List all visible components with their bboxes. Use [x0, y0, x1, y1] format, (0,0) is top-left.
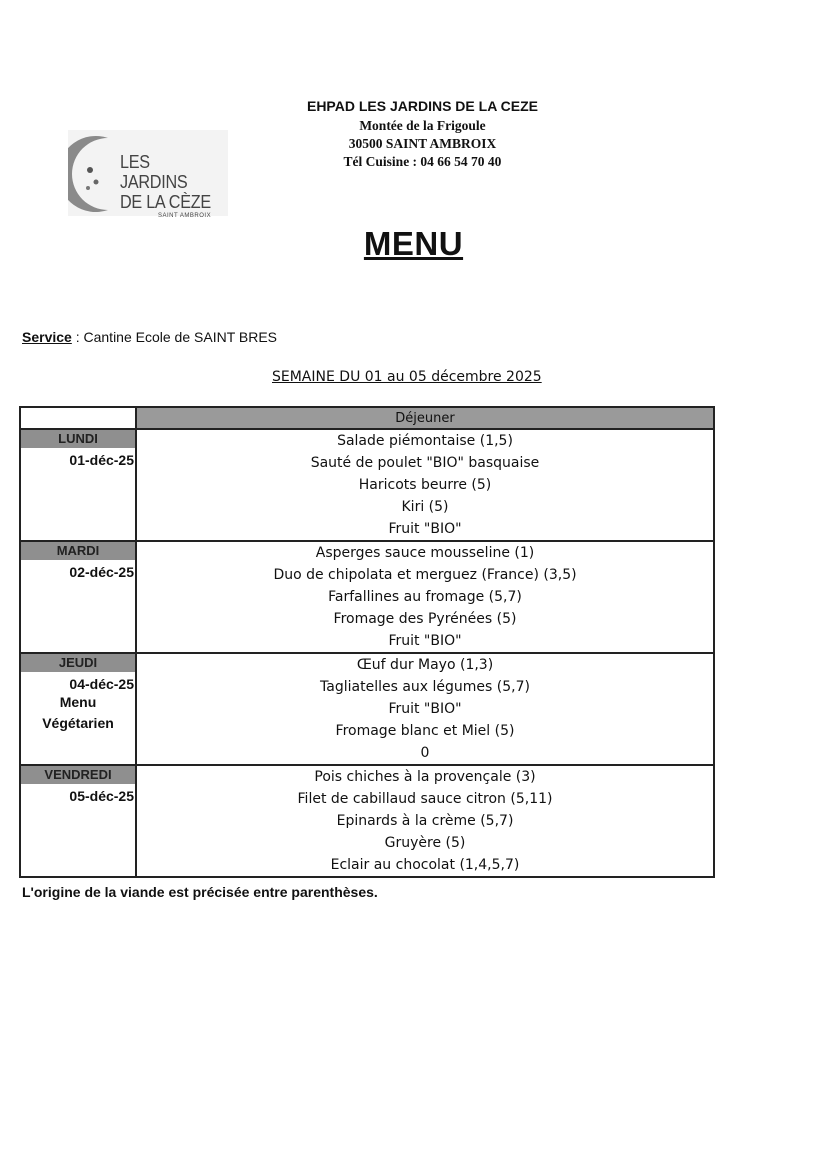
- menu-table: [19, 406, 715, 878]
- header-block: [250, 98, 595, 171]
- menu-body: [20, 429, 714, 877]
- dish-item: Fruit "BIO": [388, 633, 462, 649]
- dish-item: Fruit "BIO": [388, 521, 462, 537]
- header-blank-cell: [20, 407, 136, 429]
- table-row: [20, 653, 714, 765]
- header-dejeuner: Déjeuner: [136, 407, 714, 429]
- day-note: Végétarien: [42, 715, 114, 731]
- service-value: : Cantine Ecole de SAINT BRES: [71, 329, 278, 345]
- day-name: VENDREDI: [21, 766, 135, 784]
- dish-item: 0: [420, 745, 430, 761]
- dish-item: Fromage des Pyrénées (5): [333, 611, 517, 627]
- dish-item: Haricots beurre (5): [358, 477, 492, 493]
- day-note: Menu: [59, 694, 97, 710]
- logo-text: [120, 152, 228, 219]
- dish-item: Fruit "BIO": [388, 701, 462, 717]
- table-row: [20, 541, 714, 653]
- address-street: Montée de la Frigoule: [359, 118, 486, 133]
- day-date: 01-déc-25: [69, 452, 134, 468]
- logo-line-3: SAINT AMBROIX: [158, 213, 212, 219]
- dish-item: Kiri (5): [401, 499, 449, 515]
- organization-name: EHPAD LES JARDINS DE LA CEZE: [306, 98, 539, 114]
- day-cell: [20, 653, 136, 765]
- day-cell: [20, 429, 136, 541]
- day-name: JEUDI: [21, 654, 135, 672]
- logo-line-1: LES JARDINS: [120, 152, 188, 192]
- dish-item: Farfallines au fromage (5,7): [328, 589, 522, 605]
- logo-line-2: DE LA CÈZE: [120, 192, 211, 212]
- footnote: L'origine de la viande est précisée entre parenthèses.: [22, 884, 378, 900]
- dishes-cell: [136, 429, 714, 541]
- dish-item: Pois chiches à la provençale (3): [314, 769, 536, 785]
- dish-item: Filet de cabillaud sauce citron (5,11): [297, 791, 553, 807]
- service-label: Service: [22, 329, 72, 345]
- kitchen-phone: Tél Cuisine : 04 66 54 70 40: [343, 154, 502, 169]
- dishes-cell: [136, 653, 714, 765]
- table-row: [20, 765, 714, 877]
- dishes-cell: [136, 765, 714, 877]
- table-header-row: [20, 407, 714, 429]
- dish-item: Asperges sauce mousseline (1): [315, 545, 535, 561]
- day-cell: [20, 765, 136, 877]
- dishes-cell: [136, 541, 714, 653]
- dish-item: Tagliatelles aux légumes (5,7): [320, 679, 530, 695]
- dish-item: Salade piémontaise (1,5): [337, 433, 513, 449]
- logo: [68, 130, 228, 219]
- day-name: MARDI: [21, 542, 135, 560]
- page-title: MENU: [363, 225, 464, 262]
- day-cell: [20, 541, 136, 653]
- dish-item: Fromage blanc et Miel (5): [335, 723, 515, 739]
- day-name: LUNDI: [21, 430, 135, 448]
- dish-item: Duo de chipolata et merguez (France) (3,5): [273, 567, 577, 583]
- day-date: 02-déc-25: [69, 564, 134, 580]
- dish-item: Eclair au chocolat (1,4,5,7): [330, 857, 520, 873]
- service-line: [22, 329, 277, 345]
- address-city: 30500 SAINT AMBROIX: [348, 136, 497, 151]
- dish-item: Epinards à la crème (5,7): [336, 813, 514, 829]
- day-date: 04-déc-25: [69, 676, 134, 692]
- dish-item: Œuf dur Mayo (1,3): [356, 657, 494, 673]
- day-date: 05-déc-25: [69, 788, 134, 804]
- week-heading: SEMAINE DU 01 au 05 décembre 2025: [272, 369, 542, 385]
- table-row: [20, 429, 714, 541]
- dish-item: Gruyère (5): [384, 835, 466, 851]
- dish-item: Sauté de poulet "BIO" basquaise: [310, 455, 540, 471]
